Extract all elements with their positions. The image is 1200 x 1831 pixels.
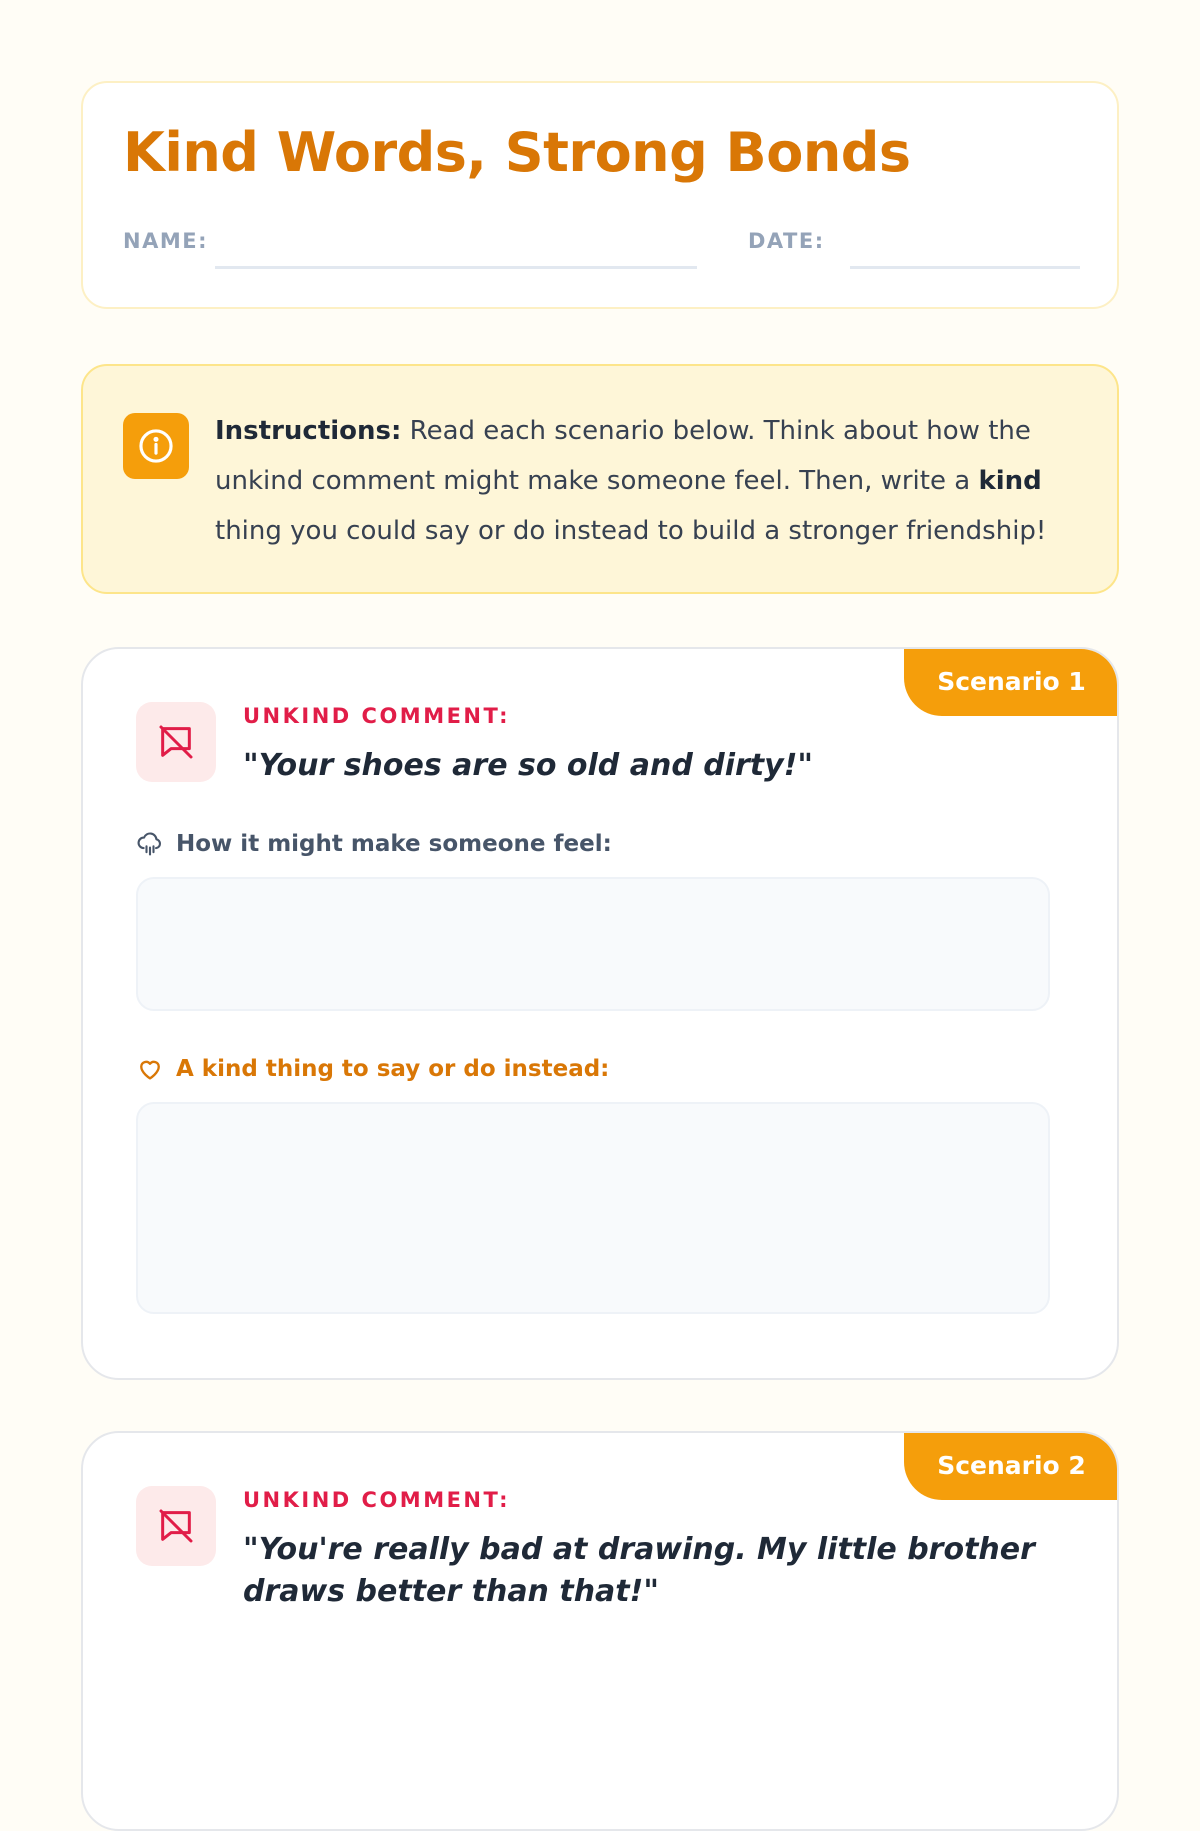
unkind-label: UNKIND COMMENT: (243, 1488, 511, 1512)
kind-prompt (136, 1055, 609, 1083)
scenario-tag: Scenario 1 (904, 647, 1119, 716)
instructions-text (215, 406, 1085, 556)
kind-answer-box[interactable] (136, 1102, 1050, 1314)
scenario-card (81, 1431, 1119, 1831)
page-title: Kind Words, Strong Bonds (123, 121, 911, 184)
message-off-icon (136, 1486, 216, 1566)
heart-icon (136, 1055, 164, 1083)
date-label: DATE: (748, 229, 825, 253)
instructions-emphasis: kind (978, 466, 1042, 496)
worksheet (81, 81, 1119, 1609)
instructions-panel (81, 364, 1119, 594)
feel-answer-box[interactable] (136, 877, 1050, 1011)
cloud-rain-icon (136, 830, 164, 858)
scenario-tag: Scenario 2 (904, 1431, 1119, 1500)
date-field[interactable] (850, 223, 1080, 263)
unkind-quote: "Your shoes are so old and dirty!" (243, 748, 813, 783)
message-off-icon (136, 702, 216, 782)
instructions-body-end: thing you could say or do instead to build a stronger friendship! (215, 516, 1047, 546)
feel-prompt-label: How it might make someone feel: (176, 831, 612, 857)
name-field[interactable] (215, 223, 697, 263)
feel-prompt (136, 830, 612, 858)
name-label: NAME: (123, 229, 208, 253)
name-underline (215, 266, 697, 269)
instructions-lead: Instructions: (215, 416, 402, 446)
unkind-label: UNKIND COMMENT: (243, 704, 511, 728)
date-underline (850, 266, 1080, 269)
header-card (81, 81, 1119, 309)
instructions-body-start: Read each scenario below. Think about how the unkind comment might make someone feel. Then, write a (215, 416, 1031, 496)
unkind-quote: "You're really bad at drawing. My little brother draws better than that!" (243, 1532, 1035, 1609)
scenario-card (81, 647, 1119, 1380)
kind-prompt-label: A kind thing to say or do instead: (176, 1056, 610, 1082)
info-icon (123, 413, 189, 479)
